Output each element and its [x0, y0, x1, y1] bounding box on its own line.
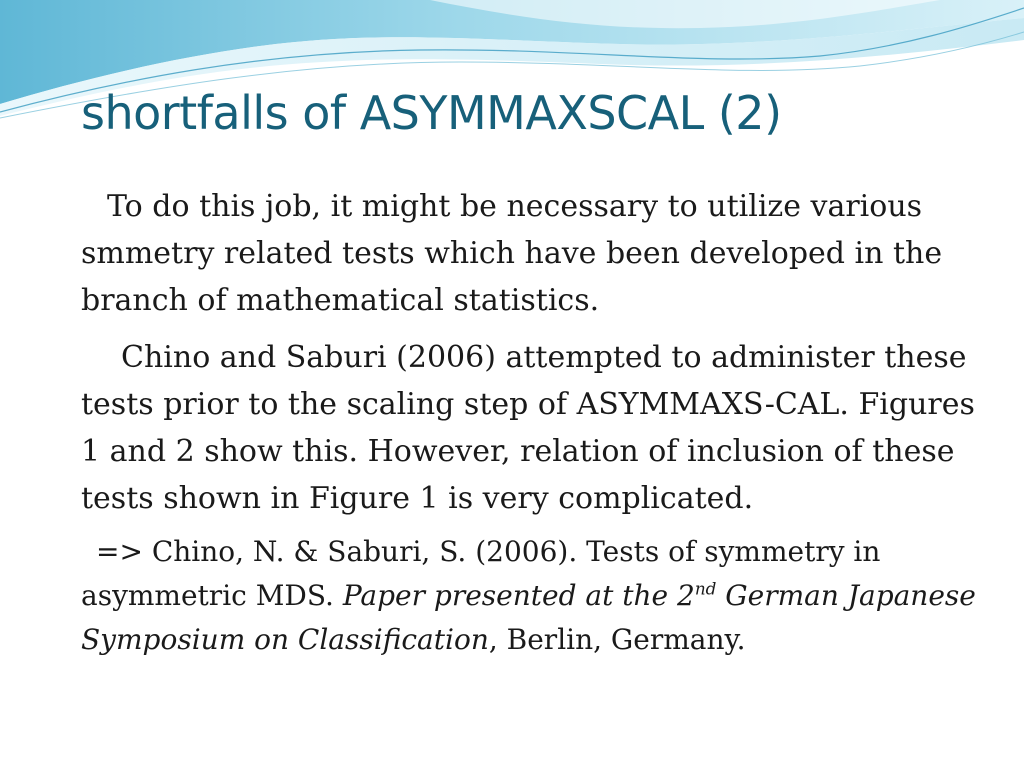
reference-tail: , Berlin, Germany.: [488, 623, 746, 656]
reference-italic-1: Paper presented at the 2: [342, 579, 695, 612]
paragraph-2: Chino and Saburi (2006) attempted to administer these tests prior to the scaling step of ASYMMAXS-CAL. Figures 1 and 2 show this. However, relation of inclusion of these tests shown in Figure 1 is very complicated.: [81, 340, 975, 516]
slide-title: shortfalls of ASYMMAXSCAL (2): [81, 86, 782, 140]
reference-italic-2: German Japanese Symposium on Classification: [81, 579, 976, 656]
reference-paragraph: [81, 530, 981, 662]
paragraph-1: To do this job, it might be necessary to utilize various smmetry related tests which have been developed in the branch of mathematical statistics.: [81, 189, 943, 318]
slide-body: [81, 183, 981, 662]
reference-superscript: nd: [694, 578, 717, 599]
reference-lead: => Chino, N. & Saburi, S. (2006). Tests of symmetry in asymmetric MDS.: [81, 535, 881, 612]
